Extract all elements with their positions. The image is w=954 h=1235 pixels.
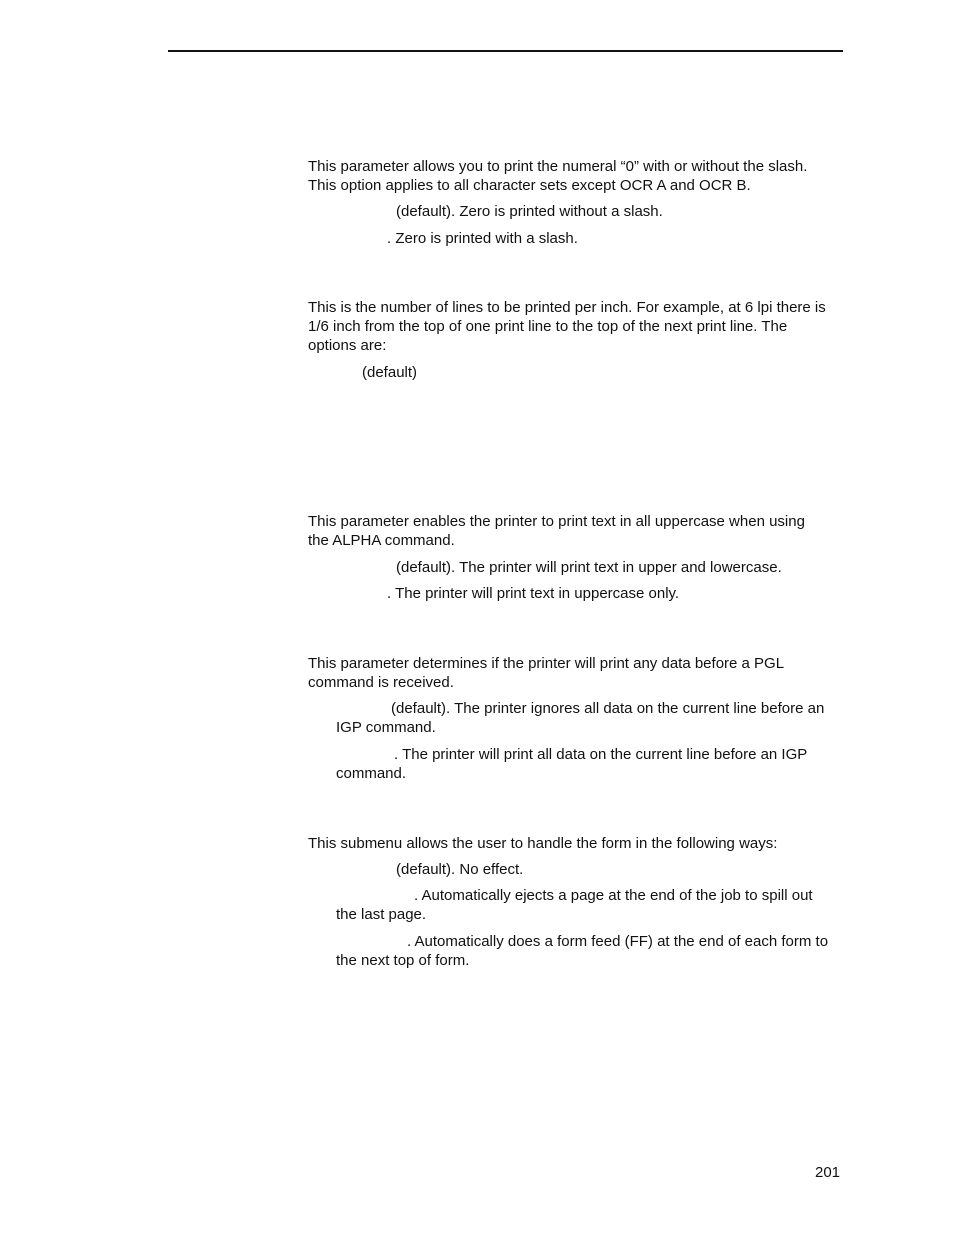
page-number: 201: [815, 1164, 841, 1181]
ignore-text-description-line-1: This parameter determines if the printer will print any data before a PGL: [308, 655, 785, 672]
ignore-text-option-default-line-1: (default). The printer ignores all data on the current line before an: [391, 700, 825, 717]
slashed-zero-option-default: (default). Zero is printed without a slash.: [396, 203, 663, 220]
form-handling-description: This submenu allows the user to handle the form in the following ways:: [308, 835, 778, 852]
lpi-description-line-2: 1/6 inch from the top of one print line to the top of the next print line. The: [308, 318, 788, 335]
slashed-zero-description-line-1: This parameter allows you to print the numeral “0” with or without the slash.: [308, 158, 808, 175]
uppercase-option-default: (default). The printer will print text in upper and lowercase.: [396, 559, 782, 576]
lpi-description-line-1: This is the number of lines to be printed per inch. For example, at 6 lpi there is: [308, 299, 826, 316]
form-handling-option-eject-line-2: the last page.: [336, 906, 427, 923]
ignore-text-option-disable-line-1: . The printer will print all data on the current line before an IGP: [394, 746, 808, 763]
uppercase-description-line-1: This parameter enables the printer to print text in all uppercase when using: [308, 513, 805, 530]
slashed-zero-description-line-2: This option applies to all character sets except OCR A and OCR B.: [308, 177, 751, 194]
ignore-text-option-default-line-2: IGP command.: [336, 719, 436, 736]
form-handling-option-eject-line-1: . Automatically ejects a page at the end of the job to spill out: [414, 887, 813, 904]
form-handling-option-formfeed-line-2: the next top of form.: [336, 952, 470, 969]
form-handling-option-formfeed-line-1: . Automatically does a form feed (FF) at the end of each form to: [407, 933, 829, 950]
uppercase-description-line-2: the ALPHA command.: [308, 532, 455, 549]
header-rule: [168, 50, 843, 52]
lpi-option-default: (default): [362, 364, 418, 381]
ignore-text-option-disable-line-2: command.: [336, 765, 407, 782]
slashed-zero-option-enable: . Zero is printed with a slash.: [387, 230, 578, 247]
form-handling-option-default: (default). No effect.: [396, 861, 524, 878]
uppercase-option-enable: . The printer will print text in uppercase only.: [387, 585, 680, 602]
lpi-description-line-3: options are:: [308, 337, 387, 354]
ignore-text-description-line-2: command is received.: [308, 674, 454, 691]
